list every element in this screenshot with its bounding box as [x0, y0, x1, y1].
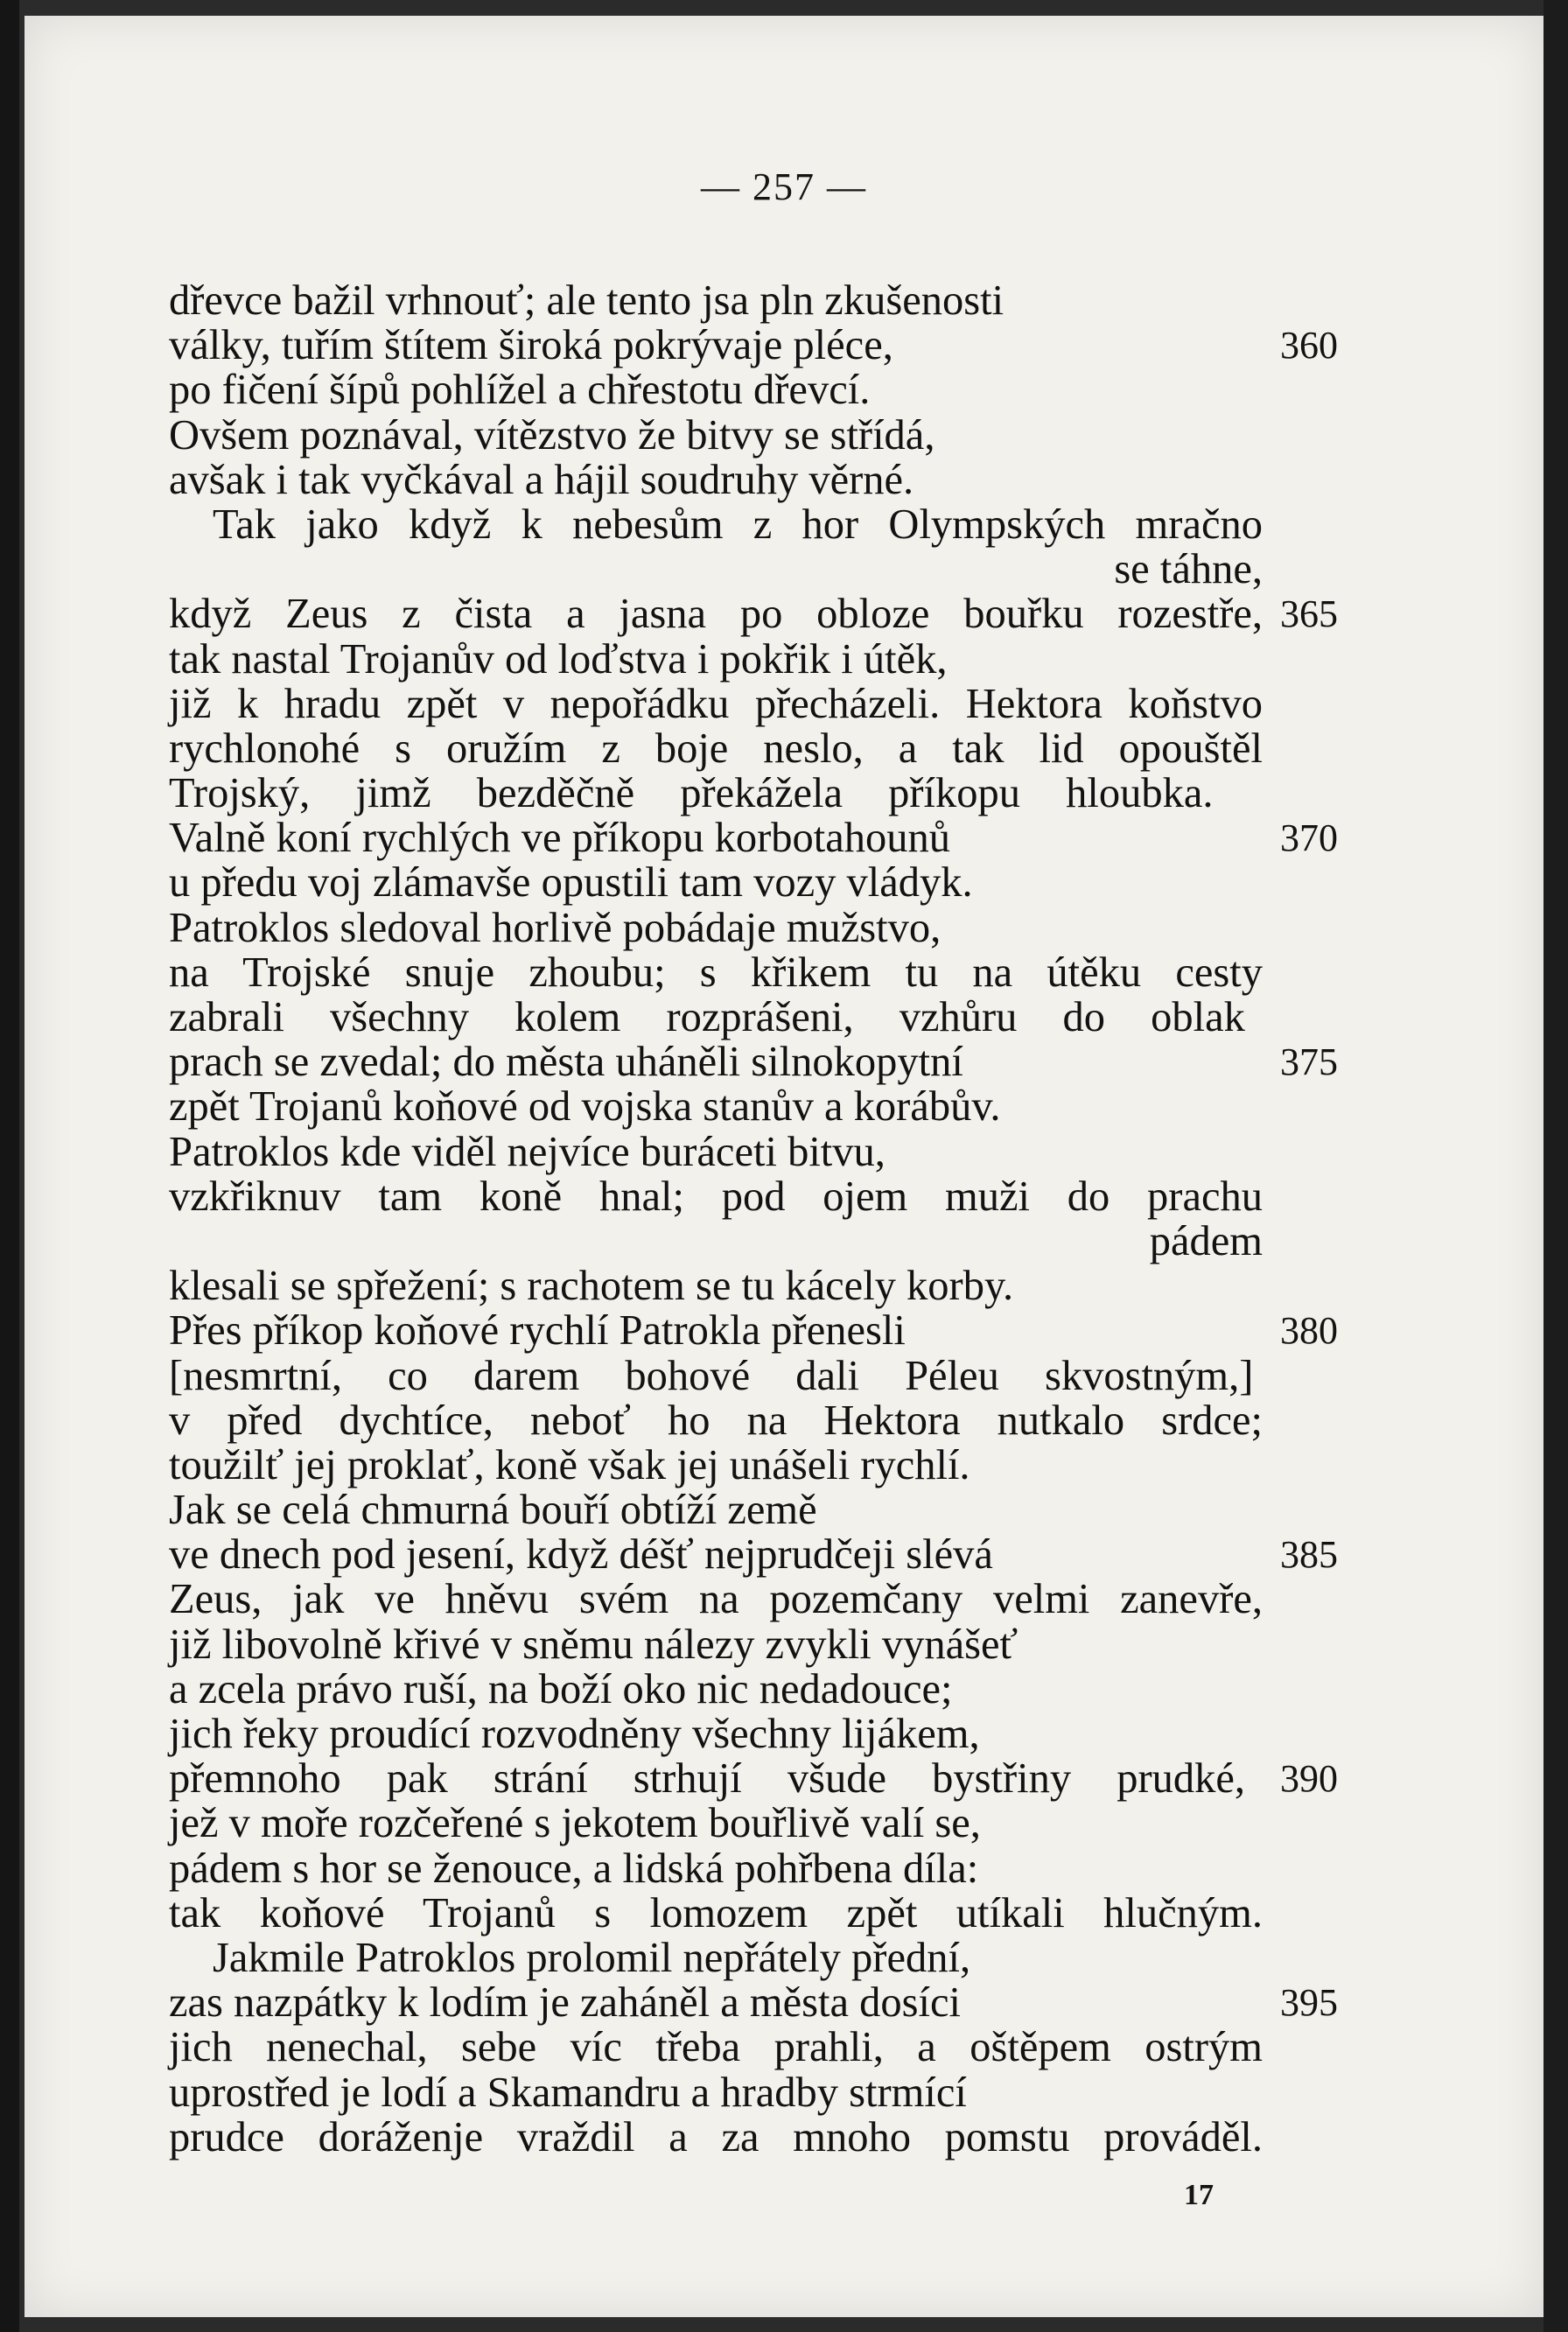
line-number: 385 — [1280, 1533, 1338, 1577]
verse-line — [169, 771, 1263, 816]
verse-line — [169, 1846, 1263, 1891]
verse-line — [169, 413, 1263, 458]
page-edge — [1544, 0, 1568, 2332]
verse-text: uprostřed je lodí a Skamandru a hradby strmící — [169, 2069, 967, 2116]
verse-text: Valně koní rychlých ve příkopu korbotahounů — [169, 815, 951, 862]
verse-text: pádem — [1149, 1217, 1263, 1264]
verse-line — [169, 1531, 1338, 1579]
verse-line — [169, 1712, 1263, 1756]
verse-line — [169, 322, 1338, 369]
verse-text: avšak i tak vyčkával a hájil soudruhy věrné. — [169, 456, 914, 503]
verse-text: Tak jako když k nebesům z hor Olympských mračno — [213, 501, 1263, 548]
verse-line — [169, 1622, 1263, 1667]
verse-text: pádem s hor se ženouce, a lidská pohřbena díla: — [169, 1845, 979, 1892]
verse-line — [169, 1488, 1263, 1532]
verse-text: zabrali všechny kolem rozprášeni, vzhůru do oblak — [169, 994, 1245, 1040]
line-number: 370 — [1280, 816, 1338, 860]
verse-line — [169, 458, 1263, 502]
verse-line — [169, 1264, 1263, 1308]
verse-line — [169, 1891, 1263, 1936]
verse-text: když Zeus z čista a jasna po obloze bouřku rozestře, — [169, 591, 1263, 638]
verse-text: zpět Trojanů koňové od vojska stanův a korábův. — [169, 1083, 1001, 1131]
verse-text: na Trojské snuje zhoubu; s křikem tu na útěku cesty — [169, 949, 1263, 996]
verse-text: Jakmile Patroklos prolomil nepřátely přední, — [213, 1934, 971, 1981]
verse-line — [169, 1354, 1263, 1398]
verse-line — [169, 502, 1263, 547]
verse-text: a zcela právo ruší, na boží oko nic nedadouce; — [169, 1665, 953, 1712]
verse-line — [169, 637, 1263, 682]
verse-line — [169, 2070, 1263, 2115]
verse-line — [169, 1936, 1263, 1980]
verse-line — [169, 906, 1263, 950]
verse-line — [169, 815, 1338, 862]
verse-text: se táhne, — [1114, 546, 1263, 593]
verse-text: klesali se spřežení; s rachotem se tu kácely korby. — [169, 1263, 1014, 1310]
verse-line — [169, 278, 1263, 323]
signature-mark: 17 — [1184, 2179, 1214, 2211]
verse-line — [169, 1443, 1263, 1488]
verse-line — [169, 860, 1263, 905]
verse-line — [169, 591, 1338, 638]
verse-text: zas nazpátky k lodím je zaháněl a města dosíci — [169, 1979, 961, 2027]
page-number: — 257 — — [701, 165, 867, 208]
verse-text: u předu voj zlámavše opustili tam vozy vládyk. — [169, 859, 973, 907]
verse-line — [169, 1577, 1263, 1621]
verse-line — [169, 1174, 1263, 1219]
verse-line — [169, 1979, 1338, 2027]
verse-text: Jak se celá chmurná bouří obtíží země — [169, 1487, 817, 1534]
verse-text: ve dnech pod jesení, když déšť nejprudčeji slévá — [169, 1531, 993, 1579]
line-number: 390 — [1280, 1757, 1338, 1801]
line-number: 375 — [1280, 1040, 1338, 1084]
verse-line — [169, 726, 1263, 771]
poem-text — [169, 277, 1338, 2160]
verse-line — [169, 1398, 1263, 1443]
line-number: 365 — [1280, 592, 1338, 636]
verse-line — [169, 950, 1263, 995]
verse-text: Patroklos kde viděl nejvíce buráceti bitvu, — [169, 1128, 886, 1175]
binding-gutter — [0, 0, 19, 2332]
verse-text: [nesmrtní, co darem bohové dali Péleu skvostným,] — [169, 1352, 1254, 1399]
verse-text: Patroklos sledoval horlivě pobádaje mužstvo, — [169, 904, 942, 951]
verse-line — [169, 2025, 1263, 2069]
verse-line — [169, 1084, 1263, 1129]
verse-text: dřevce bažil vrhnouť; ale tento jsa pln zkušenosti — [169, 277, 1004, 324]
verse-text: toužilť jej proklať, koně však jej unášeli rychlí. — [169, 1441, 970, 1488]
verse-text: Trojský, jimž bezděčně překážela příkopu hloubka. — [169, 770, 1214, 817]
line-number: 395 — [1280, 1981, 1338, 2025]
verse-text: Přes příkop koňové rychlí Patrokla přenesli — [169, 1307, 906, 1355]
verse-text: jich řeky proudící rozvodněny všechny lijákem, — [169, 1711, 980, 1757]
verse-line — [169, 2115, 1263, 2160]
verse-line — [169, 682, 1263, 726]
verse-line — [169, 1219, 1263, 1264]
verse-text: již k hradu zpět v nepořádku přecházeli. Hektora koňstvo — [169, 680, 1263, 727]
verse-text: vzkřiknuv tam koně hnal; pod ojem muži do prachu — [169, 1173, 1263, 1220]
verse-text: rychlonohé s oružím z boje neslo, a tak lid opouštěl — [169, 725, 1263, 772]
verse-line — [169, 1307, 1338, 1355]
verse-text: jich nenechal, sebe víc třeba prahli, a oštěpem ostrým — [169, 2024, 1263, 2071]
verse-text: jež v moře rozčeřené s jekotem bouřlivě valí se, — [169, 1800, 981, 1847]
verse-text: po fičení šípů pohlížel a chřestotu dřevcí. — [169, 367, 871, 414]
line-number: 360 — [1280, 324, 1338, 368]
verse-line — [169, 995, 1263, 1040]
verse-text: v před dychtíce, neboť ho na Hektora nutkalo srdce; — [169, 1397, 1263, 1444]
verse-line — [169, 368, 1263, 412]
verse-text: přemnoho pak strání strhují všude bystřiny prudké, — [169, 1755, 1246, 1803]
verse-line — [169, 1667, 1263, 1712]
verse-text: prach se zvedal; do města uháněli silnokopytní — [169, 1039, 963, 1086]
verse-line — [169, 1039, 1338, 1086]
verse-text: Ovšem poznával, vítězstvo že bitvy se střídá, — [169, 411, 935, 459]
verse-text: již libovolně křivé v sněmu nálezy zvykli vynášeť — [169, 1621, 1018, 1668]
verse-text: Zeus, jak ve hněvu svém na pozemčany velmi zanevře, — [169, 1576, 1263, 1623]
book-page — [24, 16, 1544, 2317]
verse-text: tak nastal Trojanův od loďstva i pokřik i útěk, — [169, 635, 948, 683]
verse-line — [169, 1755, 1338, 1803]
line-number: 380 — [1280, 1309, 1338, 1353]
verse-line — [169, 1130, 1263, 1174]
verse-line — [169, 1801, 1263, 1845]
verse-text: tak koňové Trojanů s lomozem zpět utíkali hlučným. — [169, 1889, 1263, 1936]
verse-text: války, tuřím štítem široká pokrývaje pléce, — [169, 322, 893, 369]
verse-line — [169, 547, 1263, 592]
verse-text: prudce doráženje vraždil a za mnoho pomstu prováděl. — [169, 2113, 1263, 2160]
